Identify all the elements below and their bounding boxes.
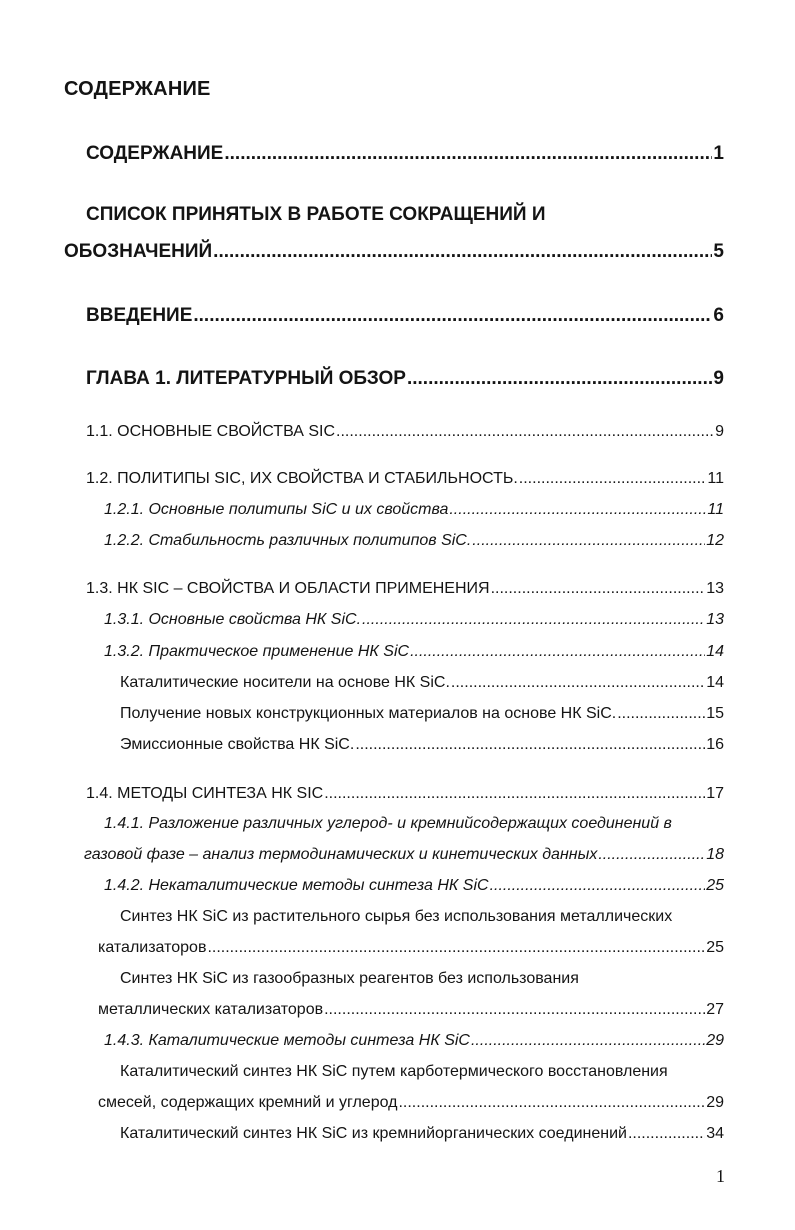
- toc-entry-title: Эмиссионные свойства НК SiC.: [120, 736, 355, 753]
- toc-entry-title: 1.2. ПОЛИТИПЫ SIC, ИХ СВОЙСТВА И СТАБИЛЬНОСТЬ.: [86, 470, 518, 487]
- toc-entry-title: Каталитический синтез НК SiC из кремнийорганических соединений: [120, 1125, 627, 1142]
- toc-entry-plant-raw-line1[interactable]: Синтез НК SiC из растительного сырья без использования металлических: [120, 908, 673, 925]
- toc-entry-title: газовой фазе – анализ термодинамических и кинетических данных: [84, 846, 598, 863]
- toc-entry-abbreviations-line1[interactable]: СПИСОК ПРИНЯТЫХ В РАБОТЕ СОКРАЩЕНИЙ И: [86, 204, 546, 225]
- toc-entry-title: смесей, содержащих кремний и углерод: [98, 1094, 398, 1111]
- toc-entry-title: 1.4. МЕТОДЫ СИНТЕЗА НК SIC: [86, 785, 324, 802]
- toc-entry-1-2-1[interactable]: [104, 501, 724, 519]
- toc-entry-plant-raw[interactable]: [98, 939, 724, 957]
- toc-entry-page: 13: [706, 611, 724, 628]
- toc-entry-title: 1.3.1. Основные свойства НК SiC.: [104, 611, 362, 628]
- toc-entry-gaseous-reagents-line1[interactable]: Синтез НК SiC из газообразных реагентов без использования: [120, 970, 579, 987]
- toc-entry-page: 14: [706, 643, 724, 660]
- dot-leader: [490, 877, 706, 895]
- dot-leader: [519, 470, 707, 488]
- toc-entry-gaseous-reagents[interactable]: [98, 1001, 724, 1019]
- toc-entry-page: 9: [715, 423, 724, 440]
- toc-entry-page: 27: [706, 1001, 724, 1018]
- dot-leader: [617, 705, 705, 723]
- toc-entry-page: 15: [706, 705, 724, 722]
- toc-entry-1-4[interactable]: [86, 785, 724, 803]
- toc-entry-title: 1.3.2. Практическое применение НК SiC: [104, 643, 410, 660]
- toc-entry-page: 1: [713, 143, 724, 164]
- toc-entry-page: 25: [706, 939, 724, 956]
- dot-leader: [324, 1001, 705, 1019]
- toc-entry-introduction[interactable]: [86, 305, 724, 327]
- toc-entry-carbothermal[interactable]: [98, 1094, 724, 1112]
- toc-entry-1-2-2[interactable]: [104, 532, 724, 550]
- toc-entry-page: 25: [706, 877, 724, 894]
- toc-entry-page: 16: [706, 736, 724, 753]
- toc-entry-page: 11: [707, 470, 724, 487]
- toc-entry-title: ОБОЗНАЧЕНИЙ: [64, 241, 213, 262]
- toc-entry-page: 9: [713, 368, 724, 389]
- dot-leader: [410, 643, 705, 661]
- dot-leader: [598, 846, 705, 864]
- toc-entry-title: ВВЕДЕНИЕ: [86, 305, 193, 326]
- toc-entry-contents[interactable]: [86, 143, 724, 165]
- toc-entry-1-2[interactable]: [86, 470, 724, 488]
- dot-leader: [355, 736, 705, 754]
- toc-entry-1-4-3[interactable]: [104, 1032, 724, 1050]
- dot-leader: [491, 580, 706, 598]
- toc-entry-1-4-1[interactable]: [84, 846, 724, 864]
- toc-entry-1-1[interactable]: [86, 423, 724, 441]
- toc-entry-carbothermal-line1[interactable]: Каталитический синтез НК SiC путем карботермического восстановления: [120, 1063, 668, 1080]
- toc-entry-page: 13: [706, 580, 724, 597]
- dot-leader: [362, 611, 705, 629]
- toc-entry-page: 12: [706, 532, 724, 549]
- toc-entry-page: 6: [713, 305, 724, 326]
- toc-entry-title: СОДЕРЖАНИЕ: [86, 143, 224, 164]
- dot-leader: [224, 143, 712, 165]
- page-number: 1: [716, 1166, 725, 1186]
- toc-entry-page: 5: [713, 241, 724, 262]
- toc-entry-emission-properties[interactable]: [120, 736, 724, 754]
- toc-entry-abbreviations[interactable]: [64, 241, 724, 263]
- toc-entry-1-3-2[interactable]: [104, 643, 724, 661]
- toc-entry-1-4-1-line1[interactable]: 1.4.1. Разложение различных углерод- и кремнийсодержащих соединений в: [104, 815, 672, 832]
- toc-entry-chapter-1[interactable]: [86, 368, 724, 390]
- dot-leader: [398, 1094, 705, 1112]
- toc-entry-1-3[interactable]: [86, 580, 724, 598]
- dot-leader: [451, 674, 705, 692]
- toc-entry-title: 1.4.3. Каталитические методы синтеза НК SiC: [104, 1032, 470, 1049]
- toc-entry-page: 29: [706, 1032, 724, 1049]
- dot-leader: [407, 368, 712, 390]
- dot-leader: [471, 1032, 705, 1050]
- dot-leader: [213, 241, 712, 263]
- toc-entry-title: 1.2.1. Основные политипы SiC и их свойства: [104, 501, 449, 518]
- toc-entry-page: 17: [706, 785, 724, 802]
- dot-leader: [628, 1125, 705, 1143]
- toc-entry-title: 1.1. ОСНОВНЫЕ СВОЙСТВА SIC: [86, 423, 336, 440]
- toc-entry-title: 1.3. НК SIC – СВОЙСТВА И ОБЛАСТИ ПРИМЕНЕНИЯ: [86, 580, 490, 597]
- toc-entry-page: 29: [706, 1094, 724, 1111]
- page-heading: СОДЕРЖАНИЕ: [64, 78, 211, 100]
- toc-entry-title: 1.4.2. Некаталитические методы синтеза НК SiC: [104, 877, 489, 894]
- toc-entry-title: металлических катализаторов: [98, 1001, 324, 1018]
- dot-leader: [193, 305, 712, 327]
- dot-leader: [336, 423, 714, 441]
- toc-entry-title: Получение новых конструкционных материалов на основе НК SiC.: [120, 705, 617, 722]
- dot-leader: [324, 785, 705, 803]
- toc-entry-page: 34: [706, 1125, 724, 1142]
- toc-entry-1-3-1[interactable]: [104, 611, 724, 629]
- dot-leader: [207, 939, 705, 957]
- toc-entry-title: катализаторов: [98, 939, 207, 956]
- toc-entry-page: 11: [707, 501, 724, 518]
- toc-entry-organosilicon[interactable]: [120, 1125, 724, 1143]
- dot-leader: [449, 501, 706, 519]
- toc-entry-title: Каталитические носители на основе НК SiC.: [120, 674, 450, 691]
- toc-entry-title: ГЛАВА 1. ЛИТЕРАТУРНЫЙ ОБЗОР: [86, 368, 406, 389]
- toc-entry-page: 14: [706, 674, 724, 691]
- toc-entry-catalytic-supports[interactable]: [120, 674, 724, 692]
- dot-leader: [472, 532, 705, 550]
- toc-entry-page: 18: [706, 846, 724, 863]
- toc-entry-title: 1.2.2. Стабильность различных политипов SiC.: [104, 532, 472, 549]
- toc-entry-structural-materials[interactable]: [120, 705, 724, 723]
- toc-entry-1-4-2[interactable]: [104, 877, 724, 895]
